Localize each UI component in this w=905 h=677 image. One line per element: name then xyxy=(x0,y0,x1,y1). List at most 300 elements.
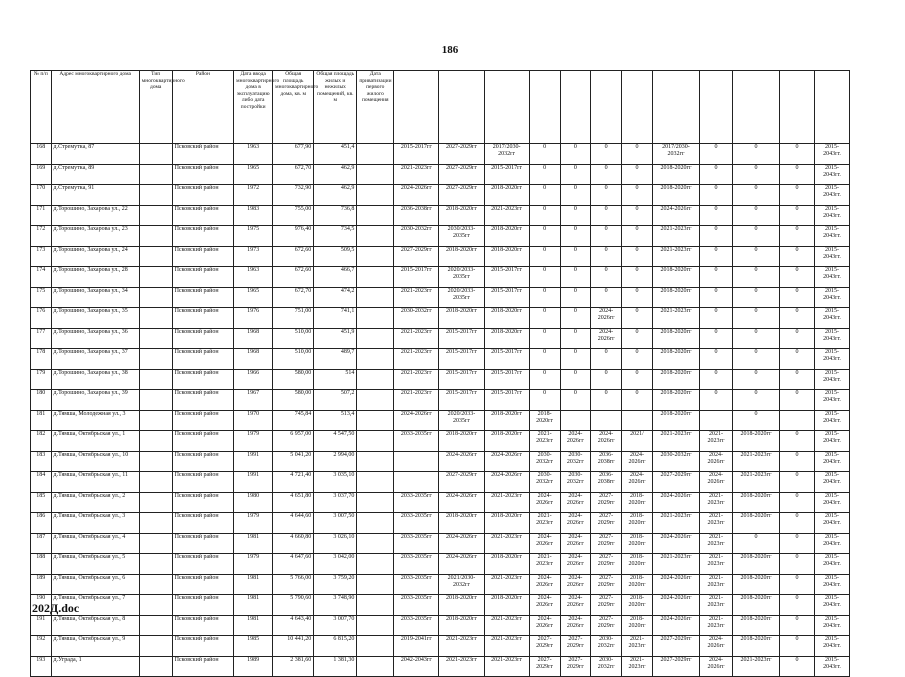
table-cell: 0 xyxy=(732,328,779,349)
table-cell: 734,5 xyxy=(314,226,357,247)
table-cell xyxy=(139,144,172,165)
table-cell: 2015-2043гг. xyxy=(814,349,849,370)
table-cell xyxy=(139,431,172,452)
table-cell: 10 441,20 xyxy=(273,636,314,657)
table-cell: 0 xyxy=(780,308,815,329)
table-cell: 2018-2020гг xyxy=(439,513,484,534)
table-cell: 2015-2043гг. xyxy=(814,164,849,185)
table-cell: 0 xyxy=(529,390,560,411)
table-cell: 2027-2029гг xyxy=(560,656,591,677)
table-cell xyxy=(357,574,394,595)
table-row xyxy=(31,595,850,616)
table-cell: 0 xyxy=(780,656,815,677)
table-cell: 451,9 xyxy=(314,328,357,349)
table-cell: 4 647,60 xyxy=(273,554,314,575)
table-cell: 0 xyxy=(732,287,779,308)
table-cell: 732,90 xyxy=(273,185,314,206)
table-cell: 672,60 xyxy=(273,267,314,288)
table-cell: 191 xyxy=(31,615,52,636)
table-header-row xyxy=(31,71,850,144)
table-cell: 2017/2030-2032гг xyxy=(652,144,699,165)
table-cell: 2018-2020гг xyxy=(732,554,779,575)
table-cell: 0 xyxy=(780,226,815,247)
table-body xyxy=(31,144,850,677)
table-cell: 0 xyxy=(700,328,733,349)
table-cell: 2018-2020гг xyxy=(622,574,653,595)
table-cell: д.Торошино, Захарова ул., 24 xyxy=(51,246,139,267)
table-cell: Псковский район xyxy=(172,410,234,431)
table-cell: 0 xyxy=(560,267,591,288)
table-cell: 2018-2020гг xyxy=(484,431,529,452)
table-cell: 2021-2023гг xyxy=(529,554,560,575)
table-cell xyxy=(357,431,394,452)
table-cell: 2030-2032гг xyxy=(394,226,439,247)
table-row xyxy=(31,472,850,493)
table-cell: 2015-2043гг. xyxy=(814,595,849,616)
table-cell: 0 xyxy=(700,267,733,288)
table-cell: 2024-2026гг xyxy=(652,595,699,616)
table-cell: 6 957,00 xyxy=(273,431,314,452)
table-cell: д.Тямша, Октябрьская ул., 2 xyxy=(51,492,139,513)
table-cell: 4 721,40 xyxy=(273,472,314,493)
table-row xyxy=(31,246,850,267)
table-row xyxy=(31,554,850,575)
table-cell: 0 xyxy=(560,287,591,308)
table-cell: 0 xyxy=(780,185,815,206)
table-cell: 3 042,00 xyxy=(314,554,357,575)
table-cell: 2018-2020гг xyxy=(484,185,529,206)
table-cell: Псковский район xyxy=(172,656,234,677)
table-cell: 1967 xyxy=(234,390,273,411)
table-cell: 0 xyxy=(591,349,622,370)
table-cell: 2018-2020гг xyxy=(484,554,529,575)
table-cell xyxy=(139,246,172,267)
column-header xyxy=(529,71,560,144)
table-cell: 2018-2020гг xyxy=(622,554,653,575)
table-cell: 1 381,30 xyxy=(314,656,357,677)
table-cell: 0 xyxy=(560,164,591,185)
table-cell: 2021-2023гг xyxy=(622,636,653,657)
table-cell: 2015-2043гг. xyxy=(814,246,849,267)
table-cell: 2018-2020гг xyxy=(439,615,484,636)
table-cell: 580,00 xyxy=(273,369,314,390)
table-cell: Псковский район xyxy=(172,451,234,472)
table-cell: Псковский район xyxy=(172,595,234,616)
table-cell: 0 xyxy=(560,246,591,267)
table-cell: 2018-2020гг xyxy=(652,328,699,349)
table-cell xyxy=(357,205,394,226)
table-cell: 0 xyxy=(780,595,815,616)
table-cell: 2015-2043гг. xyxy=(814,287,849,308)
column-header: Общая площадь многоквартирного дома, кв. м xyxy=(273,71,314,144)
table-cell: 2027-2029гг xyxy=(560,636,591,657)
table-cell: д.Торошино, Захарова ул., 22 xyxy=(51,205,139,226)
table-cell: 3 748,90 xyxy=(314,595,357,616)
table-cell: 2024-2026гг xyxy=(622,472,653,493)
table-cell xyxy=(591,410,622,431)
table-cell: 2030-2032гг xyxy=(560,451,591,472)
table-cell: 2021-2023гг xyxy=(394,390,439,411)
table-cell: 510,00 xyxy=(273,349,314,370)
column-header xyxy=(780,71,815,144)
table-cell: 2021-2023гг xyxy=(394,328,439,349)
table-cell xyxy=(622,410,653,431)
table-cell: 0 xyxy=(529,287,560,308)
table-cell: 4 651,80 xyxy=(273,492,314,513)
table-cell: 0 xyxy=(780,431,815,452)
table-cell: 2018-2020гг xyxy=(439,246,484,267)
table-cell xyxy=(357,513,394,534)
table-cell: 2033-2035гг xyxy=(394,615,439,636)
table-cell: д.Тямша, Октябрьская ул., 3 xyxy=(51,513,139,534)
table-cell: 2021-2023гг xyxy=(622,656,653,677)
table-cell: 0 xyxy=(529,349,560,370)
table-cell: 1965 xyxy=(234,164,273,185)
table-cell: Псковский район xyxy=(172,205,234,226)
table-cell: 168 xyxy=(31,144,52,165)
table-cell xyxy=(357,615,394,636)
table-cell: 2024-2026гг xyxy=(652,205,699,226)
table-cell: 2015-2043гг. xyxy=(814,328,849,349)
table-cell: 2030-2032гг xyxy=(529,451,560,472)
table-cell: 173 xyxy=(31,246,52,267)
table-cell: 2015-2043гг. xyxy=(814,185,849,206)
table-cell: 2018-2020гг xyxy=(484,328,529,349)
table-cell: 3 026,10 xyxy=(314,533,357,554)
table-cell xyxy=(139,574,172,595)
table-cell xyxy=(357,656,394,677)
table-cell: 2015-2017гг xyxy=(484,390,529,411)
table-cell xyxy=(139,636,172,657)
table-cell: 466,7 xyxy=(314,267,357,288)
table-cell: 0 xyxy=(732,369,779,390)
table-cell: 0 xyxy=(591,267,622,288)
table-cell: 2024-2026гг xyxy=(484,472,529,493)
table-cell: Псковский район xyxy=(172,636,234,657)
table-cell: 1975 xyxy=(234,226,273,247)
table-cell xyxy=(357,226,394,247)
table-cell: 2024-2026гг xyxy=(700,472,733,493)
column-header xyxy=(652,71,699,144)
table-cell: 451,4 xyxy=(314,144,357,165)
table-cell: д.Тямша, Октябрьская ул., 8 xyxy=(51,615,139,636)
table-cell: Псковский район xyxy=(172,533,234,554)
table-cell: 2015-2043гг. xyxy=(814,636,849,657)
table-cell: 2018-2020гг xyxy=(484,226,529,247)
table-cell: 2015-2043гг. xyxy=(814,205,849,226)
table-cell: 0 xyxy=(622,205,653,226)
table-cell: 2018-2020гг xyxy=(732,513,779,534)
table-cell: 2033-2035гг xyxy=(394,533,439,554)
table-cell: 2021-2023гг xyxy=(394,349,439,370)
table-cell: д.Тямша, Октябрьская ул., 9 xyxy=(51,636,139,657)
table-cell: 2018-2020гг xyxy=(622,513,653,534)
table-cell: 0 xyxy=(700,246,733,267)
table-cell: 3 035,10 xyxy=(314,472,357,493)
table-cell: 509,5 xyxy=(314,246,357,267)
table-cell: 2024-2026гг xyxy=(439,451,484,472)
table-row xyxy=(31,431,850,452)
column-header xyxy=(732,71,779,144)
table-cell: 2019-2041гг xyxy=(394,636,439,657)
table-cell: 0 xyxy=(780,246,815,267)
capital-repair-table-container xyxy=(30,70,850,677)
table-cell: 2018-2020гг xyxy=(732,492,779,513)
table-cell xyxy=(357,308,394,329)
table-row xyxy=(31,185,850,206)
table-cell: 189 xyxy=(31,574,52,595)
table-cell: 1970 xyxy=(234,410,273,431)
table-cell: 0 xyxy=(732,185,779,206)
table-cell: 2018-2020гг xyxy=(732,636,779,657)
table-cell: Псковский район xyxy=(172,554,234,575)
table-cell: 0 xyxy=(780,472,815,493)
table-cell: 2015-2017гг xyxy=(394,267,439,288)
table-cell: 2018-2020гг xyxy=(652,349,699,370)
table-cell: 187 xyxy=(31,533,52,554)
table-cell: 0 xyxy=(529,226,560,247)
table-cell: 0 xyxy=(780,615,815,636)
table-cell: 0 xyxy=(622,287,653,308)
table-cell: Псковский район xyxy=(172,472,234,493)
table-cell: 2018-2020гг xyxy=(439,308,484,329)
column-header: Район xyxy=(172,71,234,144)
table-cell: 2021-2023гг xyxy=(652,226,699,247)
table-cell: 2021-2023гг xyxy=(700,513,733,534)
table-cell xyxy=(139,533,172,554)
table-cell: 0 xyxy=(780,451,815,472)
table-cell xyxy=(394,472,439,493)
table-cell: д.Торошино, Захарова ул., 28 xyxy=(51,267,139,288)
table-cell xyxy=(139,410,172,431)
table-cell xyxy=(139,513,172,534)
table-cell: 2015-2017гг xyxy=(484,349,529,370)
table-cell: 2021-2023гг xyxy=(732,656,779,677)
table-cell: 0 xyxy=(560,144,591,165)
table-cell xyxy=(357,164,394,185)
table-cell: 2033-2035гг xyxy=(394,595,439,616)
table-cell: 1972 xyxy=(234,185,273,206)
table-cell: 2030-2032гг xyxy=(591,636,622,657)
table-row xyxy=(31,615,850,636)
table-cell: 0 xyxy=(560,308,591,329)
table-row xyxy=(31,164,850,185)
table-cell: 2024-2026гг xyxy=(700,451,733,472)
table-cell: 2015-2043гг. xyxy=(814,472,849,493)
table-cell: 2024-2026гг xyxy=(484,451,529,472)
table-cell xyxy=(357,533,394,554)
table-cell: 2018-2020гг xyxy=(622,533,653,554)
table-cell: 1966 xyxy=(234,369,273,390)
table-cell xyxy=(357,472,394,493)
table-cell: 2030-2032гг xyxy=(394,308,439,329)
table-cell: 976,40 xyxy=(273,226,314,247)
table-cell: 0 xyxy=(529,205,560,226)
table-cell: д.Тямша, Октябрьская ул., 7 xyxy=(51,595,139,616)
table-cell: 0 xyxy=(700,308,733,329)
table-cell: 2015-2017гг xyxy=(484,287,529,308)
table-cell: 677,90 xyxy=(273,144,314,165)
table-cell: 1965 xyxy=(234,287,273,308)
table-cell: 0 xyxy=(529,267,560,288)
column-header xyxy=(439,71,484,144)
table-cell: 1976 xyxy=(234,308,273,329)
table-row xyxy=(31,656,850,677)
table-row xyxy=(31,574,850,595)
table-cell: 510,00 xyxy=(273,328,314,349)
table-cell: 0 xyxy=(622,390,653,411)
table-cell: 1981 xyxy=(234,595,273,616)
table-cell: 2024-2026гг xyxy=(591,308,622,329)
table-cell: 2024-2026гг xyxy=(394,185,439,206)
table-cell: Псковский район xyxy=(172,287,234,308)
table-cell: 2015-2043гг. xyxy=(814,533,849,554)
table-cell: 0 xyxy=(622,267,653,288)
table-cell: 2021-2023гг xyxy=(484,533,529,554)
table-cell: 0 xyxy=(780,513,815,534)
table-cell: д.Тямша, Октябрьская ул., 6 xyxy=(51,574,139,595)
table-cell: 2015-2043гг. xyxy=(814,308,849,329)
table-row xyxy=(31,349,850,370)
table-cell: 2024-2026гг xyxy=(560,595,591,616)
table-cell: 2024-2026гг xyxy=(560,615,591,636)
table-cell: 174 xyxy=(31,267,52,288)
table-cell: Псковский район xyxy=(172,390,234,411)
table-cell: 755,00 xyxy=(273,205,314,226)
table-cell xyxy=(357,451,394,472)
table-cell: 2015-2017гг xyxy=(484,164,529,185)
table-cell: 0 xyxy=(622,164,653,185)
table-cell: 2024-2026гг xyxy=(652,533,699,554)
table-cell: 0 xyxy=(780,144,815,165)
table-cell: 184 xyxy=(31,472,52,493)
table-cell: 2015-2043гг. xyxy=(814,492,849,513)
table-cell: 2024-2026гг xyxy=(439,533,484,554)
table-cell: 672,60 xyxy=(273,246,314,267)
table-cell: 0 xyxy=(700,185,733,206)
table-cell: д.Торошино, Захарова ул., 37 xyxy=(51,349,139,370)
table-cell: 2021-2023гг xyxy=(652,308,699,329)
column-header: Адрес многоквартирного дома xyxy=(51,71,139,144)
table-cell: 172 xyxy=(31,226,52,247)
column-header: Тип многоквартирного дома xyxy=(139,71,172,144)
table-cell: 1985 xyxy=(234,636,273,657)
table-cell: Псковский район xyxy=(172,267,234,288)
table-cell: 2018-2020гг xyxy=(484,308,529,329)
table-row xyxy=(31,513,850,534)
table-cell: 1981 xyxy=(234,533,273,554)
table-cell: 0 xyxy=(700,226,733,247)
table-cell: 2027-2029гг xyxy=(529,656,560,677)
table-cell xyxy=(139,226,172,247)
table-cell: 0 xyxy=(560,328,591,349)
table-cell: 2024-2026гг xyxy=(529,574,560,595)
table-cell: 0 xyxy=(591,144,622,165)
capital-repair-table xyxy=(30,70,850,677)
table-cell: 2018-2020гг xyxy=(652,410,699,431)
table-cell: 0 xyxy=(732,226,779,247)
table-cell: 2024-2026гг xyxy=(529,533,560,554)
table-cell: 181 xyxy=(31,410,52,431)
column-header xyxy=(484,71,529,144)
table-cell: Псковский район xyxy=(172,492,234,513)
table-cell xyxy=(394,451,439,472)
table-cell: 0 xyxy=(780,328,815,349)
table-cell: 4 547,50 xyxy=(314,431,357,452)
table-cell: 2017/2030-2032гг xyxy=(484,144,529,165)
table-cell: 2021-2023гг xyxy=(484,615,529,636)
table-row xyxy=(31,369,850,390)
table-cell: 0 xyxy=(529,308,560,329)
table-cell: 193 xyxy=(31,656,52,677)
table-cell: 0 xyxy=(732,308,779,329)
table-cell: 2030-2032гг xyxy=(591,656,622,677)
table-cell: 2027-2029гг xyxy=(591,492,622,513)
table-cell: 2021-2023гг xyxy=(652,513,699,534)
table-cell: 2018-2020гг xyxy=(732,595,779,616)
page-number: 186 xyxy=(441,44,459,56)
table-cell xyxy=(139,287,172,308)
table-cell: 2027-2029гг xyxy=(591,554,622,575)
table-cell: 2033-2035гг xyxy=(394,492,439,513)
table-cell: 2020/2033-2035гг xyxy=(439,410,484,431)
table-cell: 2024-2026гг xyxy=(652,615,699,636)
table-cell: 1981 xyxy=(234,574,273,595)
table-cell: 2015-2017гг xyxy=(394,144,439,165)
table-cell: 1980 xyxy=(234,492,273,513)
table-cell xyxy=(139,308,172,329)
table-cell: 170 xyxy=(31,185,52,206)
table-cell: 0 xyxy=(622,349,653,370)
table-cell: 2018-2020гг xyxy=(652,287,699,308)
table-cell: 2021-2023гг xyxy=(439,656,484,677)
table-cell: д.Тямша, Октябрьская ул., 1 xyxy=(51,431,139,452)
table-cell: 2024-2026гг xyxy=(560,554,591,575)
table-cell: 1983 xyxy=(234,205,273,226)
column-header xyxy=(394,71,439,144)
table-cell: 2021-2023гг xyxy=(484,636,529,657)
table-cell: 2033-2035гг xyxy=(394,554,439,575)
table-cell: 0 xyxy=(591,185,622,206)
table-cell: 2021-2023гг xyxy=(652,554,699,575)
table-cell: 0 xyxy=(700,164,733,185)
table-cell: 2021-2023гг xyxy=(439,636,484,657)
table-cell: д.Торошино, Захарова ул., 38 xyxy=(51,369,139,390)
table-cell: 0 xyxy=(732,205,779,226)
table-cell: 2021-2023гг xyxy=(652,431,699,452)
table-cell: 0 xyxy=(591,246,622,267)
table-cell: 0 xyxy=(780,349,815,370)
table-cell: 2024-2026гг xyxy=(591,431,622,452)
table-row xyxy=(31,267,850,288)
table-cell: 2015-2043гг. xyxy=(814,513,849,534)
table-cell: 580,00 xyxy=(273,390,314,411)
table-cell: 2033-2035гг xyxy=(394,431,439,452)
table-cell xyxy=(139,615,172,636)
table-cell: 2021-2023гг xyxy=(484,205,529,226)
table-cell: 175 xyxy=(31,287,52,308)
table-cell xyxy=(700,410,733,431)
table-row xyxy=(31,226,850,247)
table-cell: Псковский район xyxy=(172,144,234,165)
table-cell: 177 xyxy=(31,328,52,349)
table-row xyxy=(31,308,850,329)
table-cell: 2021-2023гг xyxy=(394,287,439,308)
table-cell: 2024-2026гг xyxy=(560,574,591,595)
table-cell xyxy=(357,369,394,390)
table-cell xyxy=(357,595,394,616)
table-cell: 3 007,70 xyxy=(314,615,357,636)
